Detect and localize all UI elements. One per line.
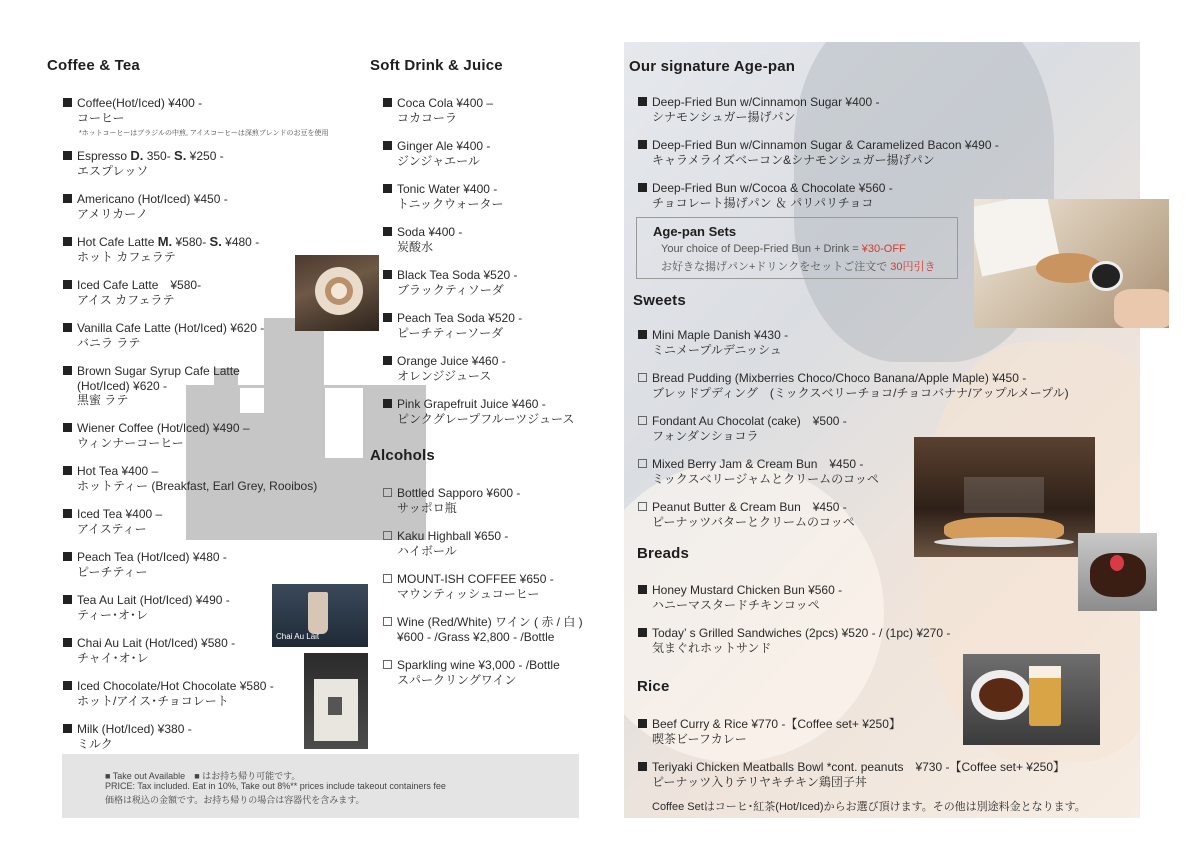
bun-display-photo [914,437,1095,557]
menu-item: Coca Cola ¥400 – コカコーラ [383,96,493,125]
menu-item: Americano (Hot/Iced) ¥450 - アメリカーノ [63,192,228,221]
takeout-square-icon [63,638,72,647]
takeout-square-icon [638,330,647,339]
section-heading-sweets: Sweets [633,292,686,309]
age-pan-sets-box [636,217,958,279]
menu-item: Beef Curry & Rice ¥770 -【Coffee set+ ¥250】 喫茶ビーフカレー [638,717,901,746]
takeout-square-icon [383,270,392,279]
menu-item: Wine (Red/White) ワイン ( 赤 / 白 ) ¥600 - /Grass ¥2,800 - /Bottle [383,615,583,644]
menu-item: Peach Tea (Hot/Iced) ¥480 - ピーチティー [63,550,227,579]
fondant-photo [1078,533,1157,611]
takeout-square-icon [63,681,72,690]
takeout-square-icon [383,184,392,193]
menu-item: Chai Au Lait (Hot/Iced) ¥580 - チャイ･オ･レ [63,636,235,665]
takeout-square-icon [383,313,392,322]
menu-item: Mixed Berry Jam & Cream Bun ¥450 - ミックスベリージャムとクリームのコッペ [638,457,879,486]
menu-item: Wiener Coffee (Hot/Iced) ¥490 – ウィンナーコーヒー [63,421,250,450]
photo-caption: Chai Au Lait [276,632,320,641]
eat-in-square-icon [383,531,392,540]
takeout-square-icon [638,97,647,106]
menu-item: Espresso D. 350- S. ¥250 - エスプレッソ [63,149,224,178]
takeout-square-icon [63,509,72,518]
menu-item: Iced Tea ¥400 – アイスティー [63,507,162,536]
takeout-bag-photo [304,653,368,749]
section-heading-rice: Rice [637,678,670,695]
takeout-square-icon [63,724,72,733]
coffee-note: *ホットコーヒーはブラジルの中煎, アイスコーヒーは深煎ブレンドのお豆を使用 [79,130,329,137]
menu-item: Peach Tea Soda ¥520 - ピーチティーソーダ [383,311,522,340]
takeout-square-icon [63,595,72,604]
coffee-set-note: Coffee Setはコーヒ･紅茶(Hot/Iced)からお選び頂けます。その他は別途料金となります。 [652,801,1086,813]
menu-item: Deep-Fried Bun w/Cocoa & Chocolate ¥560 - チョコレート揚げパン ＆ パリパリチョコ [638,181,893,210]
menu-item: Tonic Water ¥400 - トニックウォーター [383,182,504,211]
menu-item: Today’ s Grilled Sandwiches (2pcs) ¥520 - / (1pc) ¥270 - 気まぐれホットサンド [638,626,950,655]
takeout-square-icon [383,356,392,365]
takeout-square-icon [63,366,72,375]
menu-item: Mini Maple Danish ¥430 - ミニメープルデニッシュ [638,328,788,357]
takeout-square-icon [638,762,647,771]
eat-in-square-icon [638,502,647,511]
takeout-square-icon [638,183,647,192]
price-note-en: PRICE: Tax included. Eat in 10%, Take out 8%** prices include takeout containers fee [105,781,446,791]
menu-item: Bread Pudding (Mixberries Choco/Choco Banana/Apple Maple) ¥450 - ブレッドプディング (ミックスベリーチョコ/チョコバナナ/アップルメープル) [638,371,1069,400]
eat-in-square-icon [638,416,647,425]
menu-item: Black Tea Soda ¥520 - ブラックティソーダ [383,268,518,297]
eat-in-square-icon [638,459,647,468]
menu-item: Deep-Fried Bun w/Cinnamon Sugar ¥400 - シナモンシュガー揚げパン [638,95,879,124]
takeout-square-icon [63,280,72,289]
latte-art-photo [295,255,379,331]
menu-item: Deep-Fried Bun w/Cinnamon Sugar & Caramelized Bacon ¥490 - キャラメライズベーコン&シナモンシュガー揚げパン [638,138,999,167]
menu-item: Milk (Hot/Iced) ¥380 - ミルク [63,722,192,751]
menu-item: Iced Chocolate/Hot Chocolate ¥580 - ホット/アイス･チョコレート [63,679,274,708]
section-heading-coffee-tea: Coffee & Tea [47,57,140,74]
menu-item: Tea Au Lait (Hot/Iced) ¥490 - ティー･オ･レ [63,593,230,622]
takeout-square-icon [63,237,72,246]
takeout-square-icon [63,151,72,160]
menu-item: Honey Mustard Chicken Bun ¥560 - ハニーマスタードチキンコッペ [638,583,842,612]
menu-item: Hot Cafe Latte M. ¥580- S. ¥480 - ホット カフェラテ [63,235,259,264]
eat-in-square-icon [383,660,392,669]
takeout-square-icon [383,227,392,236]
menu-item: Teriyaki Chicken Meatballs Bowl *cont. peanuts ¥730 -【Coffee set+ ¥250】 ピーナッツ入りテリヤキチキン鶏団子丼 [638,760,1065,789]
price-note-box [62,754,579,818]
takeout-square-icon [638,628,647,637]
menu-item: Brown Sugar Syrup Cafe Latte (Hot/Iced) ¥620 - 黒蜜 ラテ [63,364,240,408]
menu-item: Soda ¥400 - 炭酸水 [383,225,462,254]
menu-item: MOUNT-ISH COFFEE ¥650 - マウンティッシュコーヒー [383,572,554,601]
menu-item: Bottled Sapporo ¥600 - サッポロ瓶 [383,486,520,515]
menu-item: Orange Juice ¥460 - オレンジジュース [383,354,506,383]
menu-item: Ginger Ale ¥400 - ジンジャエール [383,139,490,168]
takeout-square-icon [63,552,72,561]
chai-au-lait-photo [272,584,368,647]
takeout-square-icon [638,585,647,594]
menu-item: Peanut Butter & Cream Bun ¥450 - ピーナッツバターとクリームのコッペ [638,500,855,529]
takeout-legend: ■ Take out Available ■ はお持ち帰り可能です。 [105,771,301,781]
takeout-square-icon [63,323,72,332]
menu-item: Coffee(Hot/Iced) ¥400 - コーヒー [63,96,202,125]
sets-line-en: Your choice of Deep-Fried Bun + Drink = ¥30-OFF [661,243,906,255]
section-heading-alcohols: Alcohols [370,447,435,464]
takeout-square-icon [383,141,392,150]
takeout-square-icon [638,719,647,728]
section-heading-signature: Our signature Age-pan [629,58,796,75]
eat-in-square-icon [638,373,647,382]
eat-in-square-icon [383,574,392,583]
eat-in-square-icon [383,617,392,626]
takeout-square-icon [63,98,72,107]
eat-in-square-icon [383,488,392,497]
menu-item: Sparkling wine ¥3,000 - /Bottle スパークリングワイン [383,658,560,687]
age-pan-photo [974,199,1169,328]
takeout-square-icon [383,399,392,408]
menu-item: Kaku Highball ¥650 - ハイボール [383,529,508,558]
takeout-square-icon [63,423,72,432]
takeout-square-icon [383,98,392,107]
section-heading-soft-drink: Soft Drink & Juice [370,57,503,74]
menu-item: Hot Tea ¥400 – ホットティー (Breakfast, Earl Grey, Rooibos) [63,464,317,493]
takeout-square-icon [63,194,72,203]
section-heading-breads: Breads [637,545,690,562]
sets-heading: Age-pan Sets [653,224,737,239]
menu-item: Iced Cafe Latte ¥580- アイス カフェラテ [63,278,201,307]
menu-item: Vanilla Cafe Latte (Hot/Iced) ¥620 - バニラ ラテ [63,321,264,350]
sets-line-jp: お好きな揚げパン+ドリンクをセットご注文で 30円引き [661,261,936,273]
curry-photo [963,654,1100,745]
menu-item: Pink Grapefruit Juice ¥460 - ピンクグレープフルーツジュース [383,397,574,426]
menu-item: Fondant Au Chocolat (cake) ¥500 - フォンダンショコラ [638,414,847,443]
takeout-square-icon [638,140,647,149]
takeout-square-icon [63,466,72,475]
price-note-jp: 価格は税込の金額です。お持ち帰りの場合は容器代を含みます。 [105,795,365,805]
